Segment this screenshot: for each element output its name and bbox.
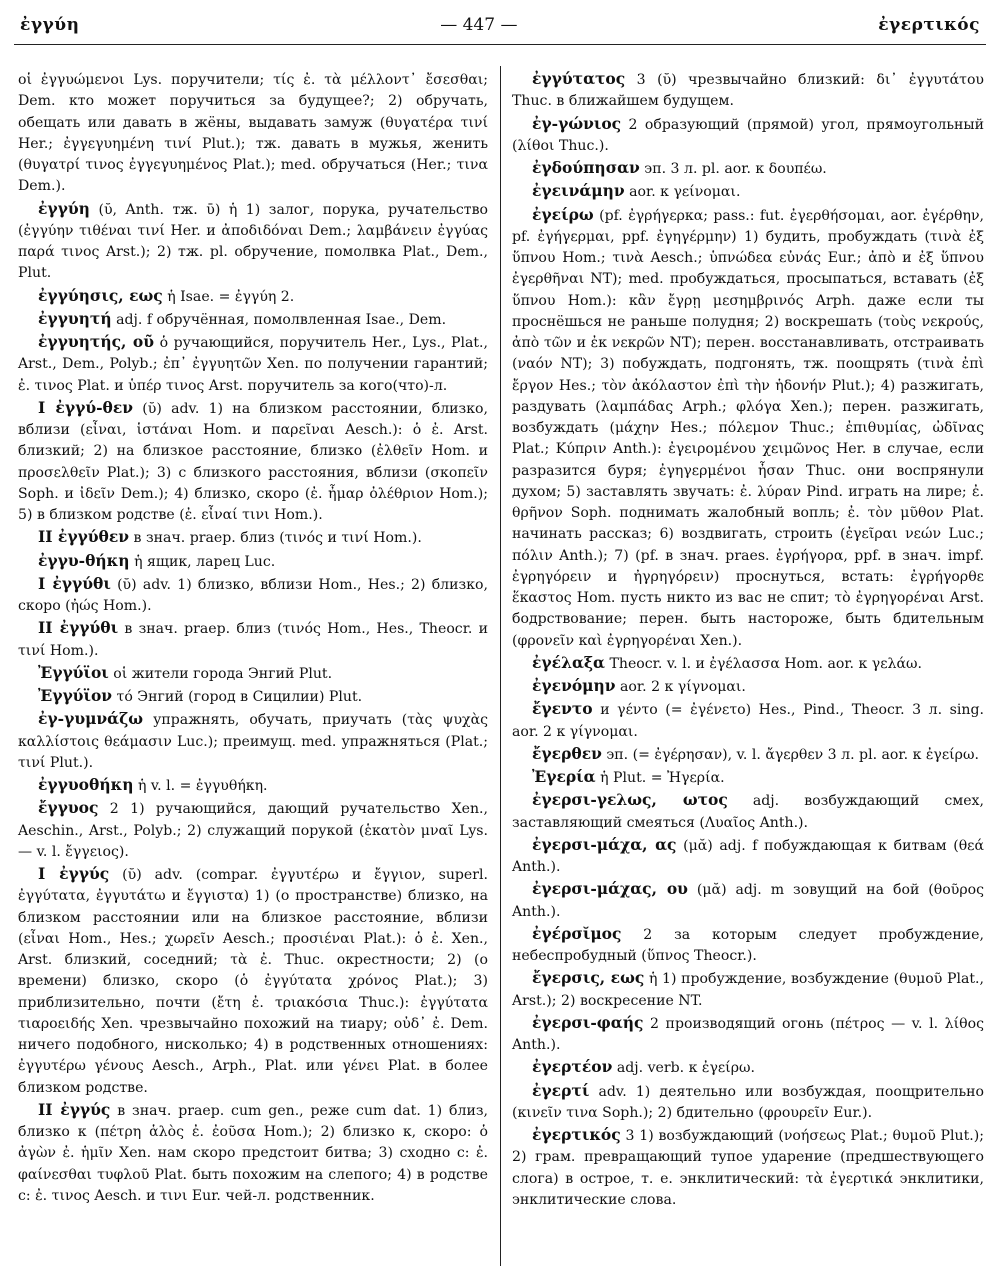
entry-definition: οἱ жители города Энгий Plut.	[113, 665, 333, 682]
entry-headword: ἐγγύησις, εως	[38, 285, 163, 305]
entry-headword: ἐγγύη	[38, 198, 90, 218]
dictionary-entry	[18, 198, 488, 285]
entry-headword: ἐγέλαξα	[532, 652, 605, 672]
dictionary-entry	[18, 685, 488, 708]
entry-headword: ἐγγυ-θήκη	[38, 550, 130, 570]
entry-definition: aor. 2 к γίγνομαι.	[620, 679, 746, 695]
entry-headword: ἐγ-γυμνάζω	[38, 709, 144, 729]
entry-headword: ἐγερτέον	[532, 1057, 613, 1077]
entry-definition: в знач. praep. cum gen., реже cum dat. 1) близ, близко к (πέτρη ἁλὸς ἐ. ἐοῦσα Hom.); 2) близко к, скоро: ὁ ἀγὼν ἐ. ἡμῖν Xen. нам скоро предстоит битва; 3) сходно с: ἐ. φαίνεσθαι τυφλοῦ Plat. быть похожим на слепого; 4) в родстве с: ἐ. τινος Aesch. и τινι Eur. чей-л. родственник.	[18, 1102, 489, 1204]
entry-definition: τό Энгий (город в Сицилии) Plut.	[116, 689, 363, 705]
dictionary-entry	[18, 331, 488, 397]
entry-headword: ἔγερσις, εως	[532, 968, 645, 988]
page-number: — 447 —	[440, 15, 518, 35]
entry-definition: (ῠ) adv. 1) близко, вблизи Hom., Hes.; 2) близко, скоро (ἠώς Hom.).	[18, 576, 488, 614]
left-column	[18, 68, 488, 1207]
entry-definition: (ῠ) adv. (compar. ἐγγυτέρω и ἔγγιον, superl. ἐγγύτατα, ἐγγυτάτω и ἔγγιστα) 1) (о пространстве) близко, на близком расстоянии или на близкое расстояние, вблизи (εἶναι Hom., Hes.; χωρεῖν Aesch.; προσιέναι Plat.): ὁ ἐ. Xen., Arst. близкий, соседний; τὰ ἐ. Thuc. окрестности; 2) (о времени) близко, скоро (ὁ ἐγγύτατα χρόνος Plat.); 3) приблизительно, почти (ἔτη ἐ. τριακόσια Thuc.): ἐγγύτατα τιαροειδής Xen. чрезвычайно похожий на тиару; οὐδ᾿ ἐ. Dem. ничего подобного, нисколько; 4) в родственных отношениях: ἐγγυτέρω γένους Aesch., Arph., Plat. или γένει Plat. в более близком родстве.	[18, 867, 488, 1096]
dictionary-entry	[18, 1099, 488, 1207]
entry-headword: ἐγγυητή	[38, 308, 112, 328]
entry-definition: (pf. ἐγρήγερκα; pass.: fut. ἐγερθήσομαι, aor. ἐγέρθην, pf. ἐγήγερμαι, ppf. ἐγηγέρμην) 1) будить, пробуждать (τινὰ ἐξ ὕπνου Hom.; τινὰ Aesch.; ὑπνώδεα εὐνάς Eur.; ἀπὸ и ἐξ ὕπνου ἐγερθῆναι NT); med. пробуждаться, просыпаться, вставать (ἐξ ὕπνου Hom.): κἂν ἔγρῃ μεσημβρινός Arph. даже если ты проснёшься не раньше полудня; 2) воскрешать (τοὺς νεκρούς, ἀπὸ τῶν и ἐκ νεκρῶν NT); перен. восстанавливать, отстраивать (ναόν NT); 3) побуждать, подгонять, тж. поощрять (τινὰ ἐπὶ ἔργον Hes.; τὸν ἀκόλαστον ἐπὶ τὴν ἡδονήν Plut.); 4) разжигать, раздувать (λαμπάδας Arph.; φλόγα Xen.); перен. разжигать, возбуждать (μάχην Hes.; πόλεμον Thuc.; ἐπιθυμίας, ὠδῖνας Plat.; Κύπριν Anth.): ἐγειρομένου χειμῶνος Her. в случае, если разразится буря; ἐγηγερμένοι ἦσαν Thuc. они воспрянули духом; 5) заставлять звучать: ἐ. λύραν Pind. играть на лире; ἐ. θρῆνον Soph. поднимать жалобный вопль; ἐ. τὸν μῦθον Plat. начинать рассказ; 6) воздвигать, строить (ἐγεῖραι νεών Luc.; πόλιν Anth.); 7) (pf. в знач. praes. ἐγρήγορα, ppf. в знач. impf. ἐγρηγόρειν и ἠγρηγόρειν) проснуться, встать: ἐγρήγορθε ἕκαστος Hom. пусть никто из вас не спит; τὸ ἐγρηγορέναι Arst. бодрствование; перен. быть настороже, быть бдительным (φρονεῖν καὶ ἐγρηγορέναι Xen.).	[512, 207, 984, 649]
entry-headword: ἐγεινάμην	[532, 181, 625, 201]
dictionary-entry	[512, 1012, 984, 1057]
entry-headword: ἐγενόμην	[532, 676, 616, 695]
header-rule	[14, 44, 986, 45]
entry-definition: aor. к γείνομαι.	[629, 184, 741, 201]
dictionary-entry	[18, 526, 488, 549]
entry-headword: ἐγερσι-φαής	[532, 1012, 644, 1032]
dictionary-entry	[18, 308, 488, 331]
entry-definition: ἡ Plut. = Ἠγερία.	[600, 770, 725, 786]
entry-definition: adj. возбуждающий смех, заставляющий смеяться (Λυαῖος Anth.).	[512, 793, 984, 831]
entry-headword: ἐγγυοθήκη	[38, 775, 134, 794]
entry-headword: ἐγγύτατος	[532, 69, 626, 88]
dictionary-entry	[18, 397, 488, 527]
entry-definition: 2 за которым следует пробуждение, небеспробудный (ὕπνος Theocr.).	[512, 926, 984, 964]
dictionary-entry	[18, 617, 488, 662]
entry-definition: (ῠ) adv. 1) на близком расстоянии, близко, вблизи (εἶναι, ἱστάναι Hom. и παρεῖναι Aesch.): ὁ ἐ. Arst. близкий; 2) на близкое расстояние, близко (ἐλθεῖν Hom. и προσελθεῖν Plat.); 3) с близкого расстояния, вблизи (σκοπεῖν Soph. и ἰδεῖν Dem.); 4) близко, скоро (ἐ. ἦμαρ ὀλέθριον Hom.); 5) в близком родстве (ἐ. εἶναί τινι Hom.).	[18, 400, 488, 523]
entry-definition: Theocr. v. l. и ἐγέλασσα Hom. aor. к γελάω.	[609, 655, 922, 672]
entry-headword: ἐγέρσῐμος	[532, 923, 622, 943]
entry-definition: ἡ v. l. = ἐγγυθήκη.	[137, 778, 268, 794]
entry-definition: 2 образующий (прямой) угол, прямоугольный (λίθοι Thuc.).	[512, 116, 984, 154]
dictionary-entry	[512, 68, 984, 113]
entry-definition: ἡ 1) пробуждение, возбуждение (θυμοῦ Plat., Arst.); 2) воскресение NT.	[512, 971, 984, 1009]
entry-definition: 3 (ῠ) чрезвычайно близкий: δι᾿ ἐγγυτάτου Thuc. в ближайшем будущем.	[512, 72, 984, 110]
entry-headword: ἔγερθεν	[532, 743, 602, 763]
entry-definition: adj. verb. к ἐγείρω.	[616, 1060, 755, 1077]
entry-definition: эп. 3 л. pl. aor. к δουπέω.	[644, 161, 827, 177]
entry-headword: ἐγ-γώνιος	[532, 113, 622, 133]
entry-headword: ἐγερσι-γελως, ωτος	[532, 790, 728, 810]
entry-definition: ὁ ручающийся, поручитель Her., Lys., Plat., Arst., Dem., Polyb.; ἐπ᾿ ἐγγυητῶν Xen. по получении гарантий; ἐ. τινος Plat. и ὑπέρ τινος Arst. поручитель за кого(что)-л.	[18, 335, 489, 394]
dictionary-entry	[512, 834, 984, 879]
dictionary-entry	[18, 285, 488, 308]
page-header	[20, 12, 980, 38]
entry-definition: (μᾰ) adj. m зовущий на бой (θοῦρος Anth.).	[512, 882, 985, 920]
dictionary-entry	[18, 573, 488, 618]
running-head-left: ἐγγύη	[20, 15, 80, 35]
dictionary-entry	[512, 698, 984, 743]
dictionary-entry	[512, 652, 984, 675]
entry-headword: II ἐγγύς	[38, 1099, 111, 1119]
entry-definition: упражнять, обучать, приучать (τὰς ψυχὰς καλλίστοις θεάμασιν Luc.); преимущ. med. упражняться (Plat.; τινί Plut.).	[18, 712, 488, 771]
entry-definition: в знач. praep. близ (τινός Hom., Hes., Theocr. и τινί Hom.).	[18, 621, 488, 659]
entry-definition: и γέντο (= ἐγένετο) Hes., Pind., Theocr. 3 л. sing. aor. 2 к γίγνομαι.	[512, 702, 984, 740]
entry-headword: ἐγερτικός	[532, 1125, 621, 1144]
dictionary-entry	[512, 1080, 984, 1125]
dictionary-entry	[512, 157, 984, 180]
dictionary-entry	[18, 863, 488, 1099]
dictionary-entry	[512, 789, 984, 834]
entry-definition: 2 1) ручающийся, дающий ручательство Xen., Aeschin., Arst., Polyb.; 2) служащий порукой (ἑκατὸν μναῖ Lys. — v. l. ἔγγειος).	[18, 801, 488, 860]
dictionary-entry	[512, 180, 984, 203]
dictionary-entry	[18, 774, 488, 797]
entry-definition: эп. (= ἐγέρησαν), v. l. ἄγερθεν 3 л. pl. aor. к ἐγείρω.	[606, 746, 979, 763]
entry-definition: в знач. praep. близ (τινός и τινί Hom.).	[133, 530, 422, 547]
dictionary-entry	[18, 797, 488, 863]
dictionary-entry	[512, 766, 984, 789]
dictionary-entry	[512, 113, 984, 158]
dictionary-entry	[18, 708, 488, 774]
entry-definition: 2 производящий огонь (πέτρος — v. l. λίθος Anth.).	[512, 1015, 985, 1053]
entry-definition: adv. 1) деятельно или возбуждая, поощрительно (κινεῖν τινα Soph.); 2) бдительно (φρουρεῖν Eur.).	[512, 1083, 984, 1121]
dictionary-entry	[18, 662, 488, 685]
entry-headword: Ἐγγύϊοι	[38, 662, 109, 682]
entry-definition: ἡ Isae. = ἐγγύη 2.	[167, 288, 295, 305]
entry-headword: II ἐγγύθεν	[38, 527, 130, 547]
entry-definition: (μᾰ) adj. f побуждающая к битвам (θεά Anth.).	[512, 837, 984, 875]
entry-headword: ἐγείρω	[532, 204, 594, 224]
dictionary-entry	[512, 878, 984, 923]
entry-headword: ἐγερτί	[532, 1080, 590, 1100]
entry-headword: ἐγερσι-μάχας, ου	[532, 879, 688, 899]
entry-definition: (ῠ, Anth. тж. ῡ) ἡ 1) залог, порука, ручательство (ἐγγύην τιθέναι τινί Her. и ἀποδιδόναι Dem.; λαμβάνειν ἐγγύας παρά τινος Arst.); 2) тж. pl. обручение, помолвка Plat., Dem., Plut.	[18, 201, 489, 282]
entry-headword: ἐγερσι-μάχα, ας	[532, 834, 677, 854]
entry-headword: I ἐγγύς	[38, 864, 110, 883]
entry-definition: ἡ ящик, ларец Luc.	[134, 553, 276, 570]
dictionary-entry	[512, 1056, 984, 1079]
dictionary-entry	[512, 967, 984, 1012]
entry-definition: οἱ ἐγγυώμενοι Lys. поручители; τίς ἐ. τὰ μέλλοντ᾿ ἔσεσθαι; Dem. кто может поручиться за будущее?; 2) обручать, обещать или давать в жёны, выдавать замуж (θυγατέρα τινί Her.; ἐγγεγυημένη τινί Plut.); тж. давать в мужья, женить (θυγατρί τινος ἐγγεγυημένος Plat.); med. обручаться (Her.; τινα Dem.).	[18, 72, 488, 195]
entry-definition: adj. f обручённая, помолвленная Isae., Dem.	[116, 311, 447, 328]
entry-definition: 3 1) возбуждающий (νοήσεως Plat.; θυμοῦ Plut.); 2) грам. превращающий тупое ударение (предшествующего слога) в острое, т. е. энклитический: τὰ ἐγερτικά энклитики, энклитические слова.	[512, 1128, 984, 1208]
entry-headword: ἔγεντο	[532, 699, 593, 719]
running-head-right: ἐγερτικός	[878, 15, 980, 35]
right-column	[512, 68, 984, 1211]
dictionary-entry	[18, 550, 488, 573]
entry-headword: Ἐγερία	[532, 767, 596, 786]
dictionary-entry	[512, 675, 984, 698]
dictionary-entry	[18, 68, 488, 198]
entry-headword: ἐγγυητής, οῦ	[38, 332, 155, 351]
dictionary-entry	[512, 743, 984, 766]
entry-headword: Ἐγγύϊον	[38, 686, 113, 705]
entry-headword: ἐγδούπησαν	[532, 158, 640, 177]
entry-headword: I ἐγγύ-θεν	[38, 397, 134, 417]
entry-headword: I ἐγγύθι	[38, 573, 111, 593]
entry-headword: ἔγγυος	[38, 798, 99, 818]
entry-headword: II ἐγγύθι	[38, 618, 119, 638]
dictionary-entry	[512, 923, 984, 968]
dictionary-entry	[512, 204, 984, 652]
column-divider	[500, 66, 501, 1266]
dictionary-entry	[512, 1124, 984, 1211]
